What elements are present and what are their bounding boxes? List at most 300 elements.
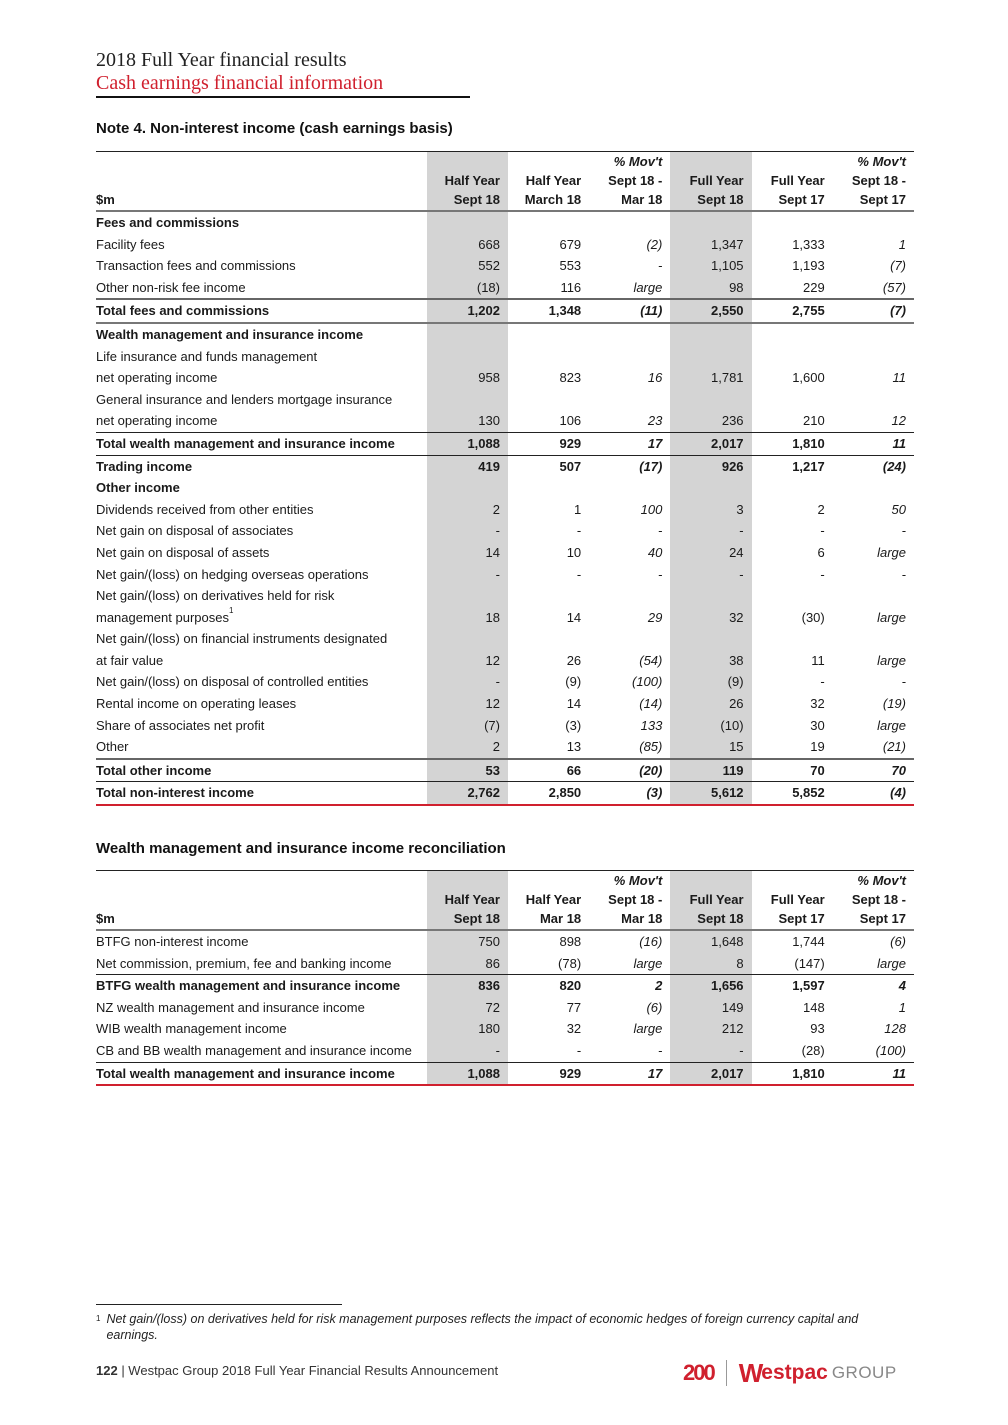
- row-label: Fees and commissions: [96, 215, 240, 230]
- row-label: Net gain/(loss) on financial instruments designated: [96, 631, 388, 647]
- cell-value: 11: [892, 370, 906, 386]
- row-label: Total other income: [96, 759, 427, 782]
- table-row: [96, 1018, 914, 1040]
- cell-value: 18: [427, 607, 508, 629]
- cell-value: 72: [427, 997, 508, 1019]
- cell-value: 106: [559, 413, 582, 429]
- cell-value: -: [576, 523, 582, 539]
- cell-value: (78): [558, 955, 582, 971]
- column-header: Sept 18 -: [608, 892, 663, 907]
- cell-value: [670, 477, 751, 499]
- cell-value: [427, 323, 508, 346]
- cell-value: [508, 628, 589, 650]
- cell-value: (9): [670, 671, 751, 693]
- cell-value: 116: [560, 279, 582, 295]
- cell-value: 14: [427, 542, 508, 564]
- cell-value: 668: [427, 234, 508, 256]
- cell-value: (6): [890, 934, 906, 949]
- cell-value: [833, 346, 914, 368]
- cell-value: (2): [646, 236, 663, 252]
- cell-value: 2,017: [670, 432, 751, 455]
- cell-value: [670, 389, 751, 411]
- cell-value: 6: [817, 544, 825, 560]
- table-row: [96, 1040, 914, 1062]
- row-label: Transaction fees and commissions: [96, 258, 296, 274]
- cell-value: 2,850: [508, 782, 589, 805]
- cell-value: 149: [670, 997, 751, 1019]
- cell-value: 23: [647, 413, 663, 429]
- cell-value: 1,348: [508, 299, 589, 323]
- row-label: BTFG non-interest income: [96, 934, 249, 949]
- wealth-reconciliation-table: [96, 870, 914, 1086]
- cell-value: 19: [810, 739, 825, 755]
- column-header: Mar 18: [589, 909, 670, 930]
- cell-value: 50: [891, 501, 906, 517]
- cell-value: [427, 628, 508, 650]
- cell-value: 4: [833, 975, 914, 997]
- table-row: [96, 477, 914, 499]
- cell-value: (147): [794, 955, 825, 971]
- westpac-logo: [683, 1358, 897, 1388]
- row-label: Net gain/(loss) on disposal of controlled entities: [96, 674, 369, 690]
- column-header: Half Year: [525, 173, 582, 188]
- column-header: Full Year: [770, 173, 825, 188]
- cell-value: large: [877, 609, 906, 625]
- cell-value: (9): [565, 674, 582, 690]
- cell-value: [833, 628, 914, 650]
- cell-value: 820: [508, 975, 589, 997]
- cell-value: (21): [882, 739, 906, 755]
- cell-value: -: [576, 566, 582, 582]
- table-row: [96, 277, 914, 300]
- cell-value: [508, 346, 589, 368]
- column-header: % Mov't: [833, 871, 914, 891]
- cell-value: [427, 211, 508, 234]
- row-label: Total wealth management and insurance income: [96, 432, 427, 455]
- cell-value: 70: [833, 759, 914, 782]
- row-label: Rental income on operating leases: [96, 696, 297, 712]
- cell-value: 12: [891, 413, 906, 429]
- cell-value: -: [670, 1040, 751, 1062]
- row-label: Life insurance and funds management: [96, 348, 318, 364]
- table-header-row: [96, 890, 914, 909]
- cell-value: -: [427, 520, 508, 542]
- cell-value: 1: [573, 501, 582, 517]
- column-header: Sept 18: [427, 190, 508, 211]
- table-row: [96, 693, 914, 715]
- column-header: Half Year: [427, 171, 508, 190]
- row-label: BTFG wealth management and insurance income: [96, 975, 427, 997]
- table-row: [96, 367, 914, 389]
- row-label: Wealth management and insurance income: [96, 326, 364, 342]
- document-title: 2018 Full Year financial results: [96, 49, 347, 71]
- cell-value: (4): [833, 782, 914, 805]
- cell-value: 70: [752, 759, 833, 782]
- cell-value: 86: [427, 953, 508, 975]
- cell-value: 836: [427, 975, 508, 997]
- cell-value: 507: [508, 455, 589, 477]
- row-label: management purposes$^1$: [96, 605, 234, 625]
- cell-value: [833, 389, 914, 411]
- cell-value: 29: [647, 609, 663, 625]
- row-label: Dividends received from other entities: [96, 501, 314, 517]
- westpac-wordmark: estpac: [761, 1361, 828, 1384]
- cell-value: 1,202: [427, 299, 508, 323]
- column-header: March 18: [508, 190, 589, 211]
- cell-value: [427, 389, 508, 411]
- footnote-divider: [96, 1304, 342, 1305]
- table-row: [96, 715, 914, 737]
- table-row: [96, 759, 914, 782]
- cell-value: 15: [670, 736, 751, 759]
- page-header: [96, 48, 470, 98]
- cell-value: large: [633, 955, 663, 971]
- cell-value: 40: [647, 544, 663, 560]
- column-header: % Mov't: [589, 152, 670, 172]
- cell-value: 11: [833, 432, 914, 455]
- cell-value: -: [670, 520, 751, 542]
- cell-value: (3): [565, 717, 582, 733]
- table-header-row: [96, 152, 914, 172]
- cell-value: 66: [508, 759, 589, 782]
- column-header: Sept 18: [670, 909, 751, 930]
- cell-value: 148: [803, 999, 825, 1015]
- cell-value: (54): [639, 652, 663, 668]
- cell-value: 26: [566, 652, 582, 668]
- cell-value: [589, 346, 670, 368]
- row-label: Total fees and commissions: [96, 299, 427, 323]
- cell-value: 1,810: [752, 432, 833, 455]
- cell-value: 2: [817, 501, 825, 517]
- cell-value: 133: [640, 717, 663, 733]
- column-header: Full Year: [770, 892, 825, 907]
- footnote-text: Net gain/(loss) on derivatives held for risk management purposes reflects the impact of economic hedges of foreign currency capital and earnings.: [106, 1312, 859, 1342]
- cell-value: (30): [801, 609, 825, 625]
- column-header: Sept 18 -: [608, 173, 663, 188]
- cell-value: [833, 477, 914, 499]
- cell-value: large: [877, 717, 906, 733]
- cell-value: 1,105: [670, 255, 751, 277]
- cell-value: -: [658, 258, 663, 274]
- cell-value: large: [877, 544, 906, 560]
- cell-value: 12: [427, 693, 508, 715]
- column-header: % Mov't: [589, 871, 670, 891]
- cell-value: 1,656: [670, 975, 751, 997]
- footer-text: | Westpac Group 2018 Full Year Financial Results Announcement: [117, 1363, 499, 1378]
- table-row: [96, 607, 914, 629]
- cell-value: -: [820, 566, 825, 582]
- cell-value: 1,648: [670, 930, 751, 953]
- cell-value: 926: [670, 455, 751, 477]
- cell-value: [752, 628, 833, 650]
- cell-value: 2,755: [752, 299, 833, 323]
- cell-value: 929: [508, 432, 589, 455]
- row-label: at fair value: [96, 652, 164, 668]
- cell-value: 14: [566, 609, 582, 625]
- cell-value: 11: [833, 1062, 914, 1085]
- cell-value: -: [820, 674, 825, 690]
- table-row: [96, 930, 914, 953]
- row-label: Trading income: [96, 455, 427, 477]
- table-row: [96, 564, 914, 586]
- cell-value: -: [658, 523, 663, 539]
- cell-value: [589, 323, 670, 346]
- cell-value: 128: [884, 1021, 906, 1037]
- cell-value: 16: [647, 370, 663, 386]
- cell-value: [670, 585, 751, 607]
- cell-value: -: [901, 523, 906, 539]
- cell-value: 24: [670, 542, 751, 564]
- cell-value: (57): [882, 279, 906, 295]
- cell-value: (14): [639, 696, 663, 712]
- cell-value: -: [427, 564, 508, 586]
- cell-value: [589, 628, 670, 650]
- cell-value: 898: [559, 934, 582, 949]
- cell-value: 2,017: [670, 1062, 751, 1085]
- table-row: [96, 736, 914, 759]
- cell-value: 1,217: [752, 455, 833, 477]
- cell-value: (3): [589, 782, 670, 805]
- cell-value: [752, 585, 833, 607]
- row-label: Share of associates net profit: [96, 717, 265, 733]
- cell-value: [589, 477, 670, 499]
- table-row: [96, 650, 914, 672]
- westpac-w-icon: W: [738, 1357, 761, 1388]
- column-header: Full Year: [670, 171, 751, 190]
- cell-value: -: [670, 564, 751, 586]
- table-row: [96, 1062, 914, 1085]
- row-label: Net gain/(loss) on hedging overseas operations: [96, 566, 369, 582]
- cell-value: 5,612: [670, 782, 751, 805]
- cell-value: 32: [810, 696, 825, 712]
- cell-value: (100): [875, 1042, 906, 1058]
- cell-value: [427, 346, 508, 368]
- table-header-row: [96, 171, 914, 190]
- cell-value: [508, 389, 589, 411]
- table-row: [96, 997, 914, 1019]
- table-row: [96, 782, 914, 805]
- cell-value: [508, 477, 589, 499]
- table-row: [96, 211, 914, 234]
- row-label: WIB wealth management income: [96, 1021, 287, 1037]
- cell-value: -: [820, 523, 825, 539]
- cell-value: [508, 323, 589, 346]
- table-row: [96, 542, 914, 564]
- table-row: [96, 585, 914, 607]
- cell-value: -: [658, 1042, 663, 1058]
- cell-value: (11): [589, 299, 670, 323]
- cell-value: 93: [810, 1021, 825, 1037]
- cell-value: 1: [898, 999, 906, 1015]
- cell-value: 2: [427, 736, 508, 759]
- cell-value: large: [877, 955, 906, 971]
- column-header: Sept 18: [427, 909, 508, 930]
- cell-value: 1,597: [752, 975, 833, 997]
- cell-value: [752, 477, 833, 499]
- cell-value: [670, 211, 751, 234]
- column-header: Full Year: [670, 890, 751, 909]
- cell-value: 17: [589, 1062, 670, 1085]
- cell-value: 1,088: [427, 432, 508, 455]
- cell-value: [670, 323, 751, 346]
- cell-value: 1: [898, 236, 906, 252]
- cell-value: 1,810: [752, 1062, 833, 1085]
- cell-value: 679: [559, 236, 582, 252]
- table-row: [96, 410, 914, 432]
- column-header: % Mov't: [833, 152, 914, 172]
- table-row: [96, 499, 914, 521]
- cell-value: 1,781: [670, 367, 751, 389]
- cell-value: 14: [566, 696, 582, 712]
- table-row: [96, 953, 914, 975]
- cell-value: -: [427, 1040, 508, 1062]
- table-header-row: [96, 909, 914, 930]
- page-footer: [96, 1363, 498, 1378]
- table-row: [96, 975, 914, 997]
- cell-value: 958: [427, 367, 508, 389]
- cell-value: 1,744: [792, 934, 825, 949]
- cell-value: (16): [639, 934, 663, 949]
- cell-value: (24): [833, 455, 914, 477]
- cell-value: [427, 585, 508, 607]
- cell-value: -: [576, 1042, 582, 1058]
- cell-value: 929: [508, 1062, 589, 1085]
- cell-value: 553: [559, 258, 582, 274]
- logo-divider: [726, 1360, 727, 1386]
- cell-value: -: [901, 566, 906, 582]
- column-header: Half Year: [427, 890, 508, 909]
- row-label: Net gain on disposal of assets: [96, 544, 270, 560]
- cell-value: 2,762: [427, 782, 508, 805]
- cell-value: 38: [670, 650, 751, 672]
- table-row: [96, 671, 914, 693]
- cell-value: 1,333: [792, 236, 825, 252]
- column-header: Sept 18: [670, 190, 751, 211]
- row-label: Net commission, premium, fee and banking income: [96, 955, 392, 971]
- cell-value: 229: [803, 279, 825, 295]
- column-header: Half Year: [525, 892, 582, 907]
- cell-value: -: [427, 671, 508, 693]
- column-header: Sept 18 -: [851, 173, 906, 188]
- cell-value: -: [658, 566, 663, 582]
- footnote: [96, 1311, 916, 1343]
- cell-value: 1,600: [792, 370, 825, 386]
- cell-value: [833, 211, 914, 234]
- cell-value: 77: [566, 999, 582, 1015]
- column-header: Sept 17: [752, 909, 833, 930]
- row-label: Total wealth management and insurance income: [96, 1062, 427, 1085]
- cell-value: 1,193: [792, 258, 825, 274]
- reconciliation-title: Wealth management and insurance income reconciliation: [96, 840, 506, 857]
- cell-value: 212: [670, 1018, 751, 1040]
- cell-value: 1,347: [670, 234, 751, 256]
- cell-value: (6): [646, 999, 663, 1015]
- cell-value: 10: [566, 544, 582, 560]
- cell-value: (100): [632, 674, 663, 690]
- cell-value: (28): [801, 1042, 825, 1058]
- cell-value: 419: [427, 455, 508, 477]
- table-row: [96, 389, 914, 411]
- cell-value: 210: [803, 413, 825, 429]
- cell-value: (85): [639, 739, 663, 755]
- cell-value: 3: [670, 499, 751, 521]
- cell-value: 12: [427, 650, 508, 672]
- anniversary-200-mark: 200: [683, 1360, 714, 1385]
- cell-value: [752, 211, 833, 234]
- table-row: [96, 299, 914, 323]
- table-row: [96, 255, 914, 277]
- row-label: CB and BB wealth management and insurance income: [96, 1042, 412, 1058]
- cell-value: (7): [890, 258, 906, 274]
- table-row: [96, 323, 914, 346]
- unit-label: $m: [96, 190, 427, 211]
- cell-value: 13: [566, 739, 582, 755]
- column-header: Sept 18 -: [851, 892, 906, 907]
- row-label: General insurance and lenders mortgage insurance: [96, 391, 393, 407]
- table-row: [96, 234, 914, 256]
- cell-value: 30: [810, 717, 825, 733]
- cell-value: large: [633, 279, 663, 295]
- cell-value: 552: [427, 255, 508, 277]
- cell-value: [752, 346, 833, 368]
- row-label: Net gain on disposal of associates: [96, 523, 294, 539]
- cell-value: 236: [670, 410, 751, 432]
- cell-value: [833, 585, 914, 607]
- cell-value: [508, 211, 589, 234]
- cell-value: 32: [566, 1021, 582, 1037]
- cell-value: (17): [589, 455, 670, 477]
- table-row: [96, 628, 914, 650]
- cell-value: [508, 585, 589, 607]
- row-label: Other income: [96, 480, 180, 496]
- row-label: net operating income: [96, 370, 218, 386]
- cell-value: [752, 323, 833, 346]
- cell-value: [589, 389, 670, 411]
- table-row: [96, 520, 914, 542]
- header-divider: [96, 96, 470, 98]
- cell-value: (7): [833, 299, 914, 323]
- cell-value: large: [633, 1021, 663, 1037]
- cell-value: 8: [670, 953, 751, 975]
- table-row: [96, 455, 914, 477]
- cell-value: -: [901, 674, 906, 690]
- cell-value: 32: [670, 607, 751, 629]
- footnote-ref: 1: [228, 605, 234, 615]
- column-header: Sept 17: [833, 909, 914, 930]
- cell-value: [427, 477, 508, 499]
- column-header: Mar 18: [589, 190, 670, 211]
- cell-value: [670, 628, 751, 650]
- row-label: Other: [96, 739, 129, 755]
- cell-value: 2,550: [670, 299, 751, 323]
- cell-value: [752, 389, 833, 411]
- cell-value: 180: [427, 1018, 508, 1040]
- table-header-row: [96, 871, 914, 891]
- cell-value: 2: [427, 499, 508, 521]
- row-label: Total non-interest income: [96, 782, 427, 805]
- group-wordmark: GROUP: [831, 1363, 897, 1382]
- cell-value: (19): [882, 696, 906, 712]
- cell-value: [589, 585, 670, 607]
- note4-title: Note 4. Non-interest income (cash earnings basis): [96, 120, 453, 137]
- page-number: 122: [96, 1363, 118, 1378]
- table-row: [96, 346, 914, 368]
- cell-value: 119: [670, 759, 751, 782]
- column-header: Sept 17: [833, 190, 914, 211]
- table-row: [96, 432, 914, 455]
- cell-value: [589, 211, 670, 234]
- cell-value: (18): [427, 277, 508, 300]
